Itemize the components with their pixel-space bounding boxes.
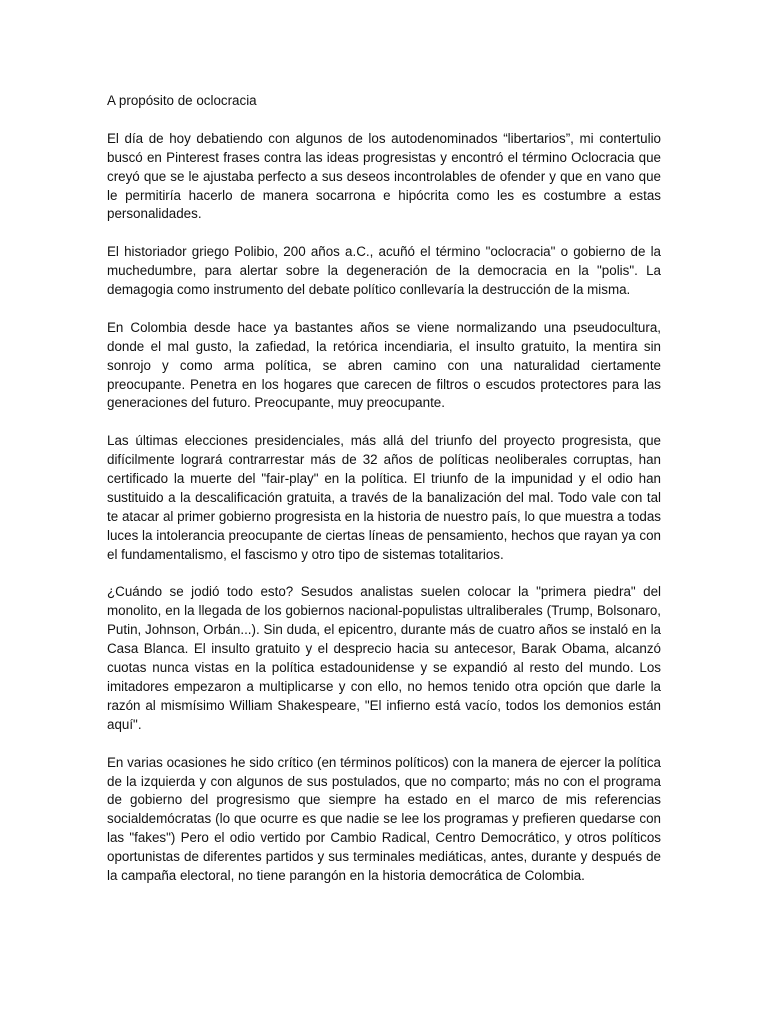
paragraph: En Colombia desde hace ya bastantes años se viene normalizando una pseudocultura, donde el mal gusto, la zafiedad, la retórica incendiaria, el insulto gratuito, la mentira sin sonrojo y como arma política, se abren camino con una naturalidad ciertamente preocupante. Penetra en los hogares que carecen de filtros o escudos protectores para las generaciones del futuro. Preocupante, muy preocupante. xyxy=(107,319,661,411)
paragraph: Las últimas elecciones presidenciales, más allá del triunfo del proyecto progresista, que difícilmente logrará contrarrestar más de 32 años de políticas neoliberales corruptas, han certificado la muerte del "fair-play" en la política. El triunfo de la impunidad y el odio han sustituido a la descalificación gratuita, a través de la banalización del mal. Todo vale con tal te atacar al primer gobierno progresista en la historia de nuestro país, lo que muestra a todas luces la intolerancia preocupante de ciertas líneas de pensamiento, hechos que rayan ya con el fundamentalismo, el fascismo y otro tipo de sistemas totalitarios. xyxy=(107,433,661,562)
document-title: A propósito de oclocracia xyxy=(107,93,257,108)
paragraph: En varias ocasiones he sido crítico (en términos políticos) con la manera de ejercer la política de la izquierda y con algunos de sus postulados, que no comparto; más no con el programa de gobierno del progresismo que siempre ha estado en el marco de mis referencias socialdemócratas (lo que ocurre es que nadie se lee los programas y prefieren quedarse con las "fakes") Pero el odio vertido por Cambio Radical, Centro Democrático, y otros políticos oportunistas de diferentes partidos y sus terminales mediáticas, antes, durante y después de la campaña electoral, no tiene parangón en la historia democrática de Colombia. xyxy=(107,754,661,884)
paragraph: El historiador griego Polibio, 200 años a.C., acuñó el término "oclocracia" o gobierno de la muchedumbre, para alertar sobre la degeneración de la democracia en la "polis". La demagogia como instrumento del debate político conllevaría la destrucción de la misma. xyxy=(107,244,661,298)
document-page xyxy=(107,92,661,905)
paragraph: El día de hoy debatiendo con algunos de los autodenominados “libertarios”, mi contertulio buscó en Pinterest frases contra las ideas progresistas y encontró el término Oclocracia que creyó que se le ajustaba perfecto a sus deseos incontrolables de ofender y que en vano que le permitiría hacerlo de manera socarrona e hipócrita como les es costumbre a estas personalidades. xyxy=(107,130,661,222)
paragraph: ¿Cuándo se jodió todo esto? Sesudos analistas suelen colocar la "primera piedra" del monolito, en la llegada de los gobiernos nacional-populistas ultraliberales (Trump, Bolsonaro, Putin, Johnson, Orbán...). Sin duda, el epicentro, durante más de cuatro años se instaló en la Casa Blanca. El insulto gratuito y el desprecio hacia su antecesor, Barak Obama, alcanzó cuotas nunca vistas en la política estadounidense y se expandió al resto del mundo. Los imitadores empezaron a multiplicarse y con ello, no hemos tenido otra opción que darle la razón al mismísimo William Shakespeare, "El infierno está vacío, todos los demonios están aquí". xyxy=(107,584,661,732)
